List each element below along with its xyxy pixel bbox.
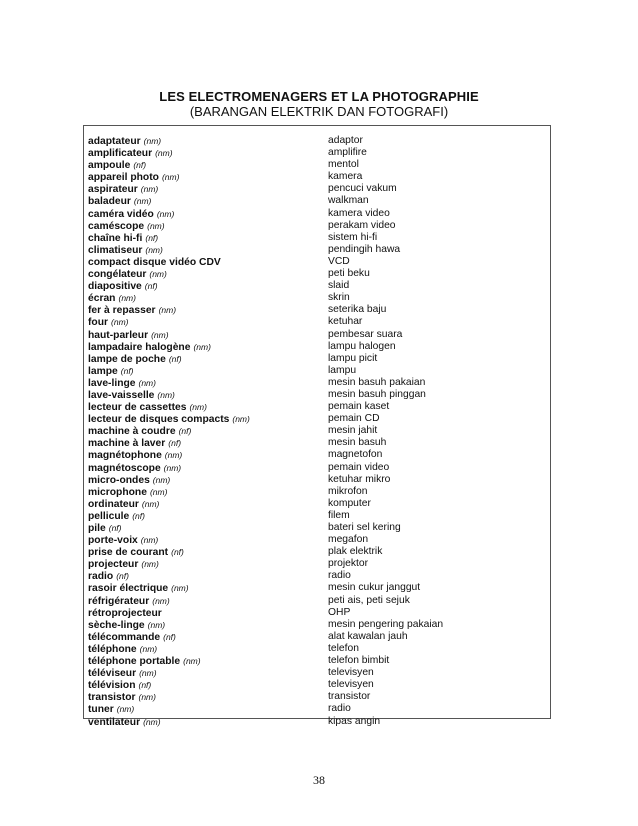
malay-translation: seterika baju	[328, 304, 387, 316]
table-row	[88, 474, 550, 486]
malay-translation: telefon	[328, 642, 359, 654]
malay-translation: projektor	[328, 558, 369, 570]
table-row	[88, 316, 550, 328]
malay-translation: pemain kaset	[328, 401, 390, 413]
table-row	[88, 413, 550, 425]
french-word: adaptateur	[88, 136, 141, 147]
malay-translation: OHP	[328, 606, 351, 618]
malay-translation: VCD	[328, 255, 350, 267]
page-number: 38	[313, 773, 325, 787]
french-word: radio	[88, 571, 114, 583]
table-row	[88, 643, 550, 655]
table-row	[88, 389, 550, 401]
french-word: caméra vidéo	[88, 208, 154, 220]
table-row	[88, 159, 550, 171]
grammar-tag: (nm)	[145, 244, 163, 255]
french-word: ventilateur	[88, 716, 141, 728]
table-row	[88, 558, 550, 570]
french-word: projecteur	[88, 559, 139, 571]
malay-translation: amplifire	[328, 147, 367, 159]
french-word: lampe de poche	[88, 353, 166, 365]
french-word: sèche-linge	[88, 619, 145, 631]
grammar-tag: (nm)	[193, 341, 211, 352]
french-word: télécommande	[88, 631, 161, 643]
page-title: LES ELECTROMENAGERS ET LA PHOTOGRAPHIE	[159, 89, 479, 104]
table-row	[88, 135, 550, 147]
malay-translation: adaptor	[328, 135, 363, 146]
french-word: pile	[88, 523, 106, 534]
table-row	[88, 377, 550, 389]
malay-translation: slaid	[328, 280, 350, 292]
table-row	[88, 449, 550, 461]
malay-translation: telefon bimbit	[328, 655, 390, 667]
malay-translation: pendingih hawa	[328, 243, 401, 255]
table-row	[88, 498, 550, 510]
table-row	[88, 716, 550, 728]
malay-translation: televisyen	[328, 679, 374, 691]
vocabulary-rows	[88, 135, 550, 728]
malay-translation: magnetofon	[328, 449, 383, 461]
grammar-tag: (nf)	[116, 571, 129, 582]
french-word: microphone	[88, 486, 147, 498]
french-term	[88, 716, 161, 729]
grammar-tag: (nf)	[133, 160, 147, 171]
french-word: chaîne hi-fi	[88, 232, 143, 244]
malay-translation: skrin	[328, 292, 350, 304]
malay-translation: mikrofon	[328, 485, 368, 497]
malay-translation: lampu halogen	[328, 340, 396, 352]
malay-translation: sistem hi-fi	[328, 231, 378, 243]
table-row	[88, 510, 550, 522]
grammar-tag: (nm)	[140, 535, 159, 546]
malay-translation: pencuci vakum	[328, 183, 397, 195]
french-word: micro-ondes	[88, 474, 150, 486]
table-row	[88, 280, 550, 292]
grammar-tag: (nm)	[138, 692, 156, 703]
malay-translation: plak elektrik	[328, 546, 383, 558]
french-word: tuner	[88, 704, 114, 716]
grammar-tag: (nf)	[120, 365, 134, 376]
table-row	[88, 304, 550, 316]
table-row	[88, 341, 550, 353]
french-word: téléphone portable	[88, 656, 181, 668]
table-row	[88, 425, 550, 437]
table-row	[88, 667, 550, 679]
table-row	[88, 244, 550, 256]
malay-translation: megafon	[328, 534, 369, 546]
table-row	[88, 691, 550, 703]
page-subtitle: (BARANGAN ELEKTRIK DAN FOTOGRAFI)	[189, 104, 449, 119]
grammar-tag: (nf)	[168, 353, 182, 364]
french-word: prise de courant	[88, 547, 169, 559]
malay-translation: alat kawalan jauh	[328, 630, 408, 642]
french-word: télévision	[88, 680, 136, 692]
malay-translation: mesin basuh pakaian	[328, 376, 426, 388]
malay-translation: mesin cukur janggut	[328, 582, 421, 594]
malay-translation: ketuhar mikro	[328, 473, 391, 485]
french-word: lampadaire halogène	[88, 341, 191, 353]
french-word: transistor	[88, 692, 136, 704]
grammar-tag: (nf)	[138, 680, 152, 691]
malay-translation: mesin basuh	[328, 437, 387, 449]
french-word: four	[88, 317, 109, 329]
grammar-tag: (nm)	[111, 317, 129, 328]
french-word: congélateur	[88, 269, 147, 281]
malay-translation: pemain CD	[328, 413, 380, 425]
malay-translation: walkman	[328, 195, 369, 207]
table-row	[88, 679, 550, 691]
table-row	[88, 486, 550, 498]
table-row	[88, 703, 550, 715]
french-word: lave-vaisselle	[88, 389, 155, 401]
french-word: magnétophone	[88, 450, 162, 462]
table-row	[88, 183, 550, 195]
french-word: ampoule	[88, 160, 131, 172]
french-word: rasoir électrique	[88, 583, 169, 595]
french-word: haut-parleur	[88, 329, 149, 341]
malay-translation: mentol	[328, 159, 359, 171]
grammar-tag: (nm)	[152, 595, 170, 606]
grammar-tag: (nm)	[163, 462, 182, 473]
table-row	[88, 631, 550, 643]
malay-translation: televisyen	[328, 667, 374, 679]
table-row	[88, 147, 550, 159]
table-row	[88, 329, 550, 341]
grammar-tag: (nm)	[138, 377, 156, 388]
table-row	[88, 268, 550, 280]
grammar-tag: (nm)	[171, 583, 189, 594]
table-row	[88, 595, 550, 607]
table-row	[88, 365, 550, 377]
malay-translation: mesin pengering pakaian	[328, 618, 444, 630]
grammar-tag: (nm)	[118, 293, 136, 304]
french-word: pellicule	[88, 510, 130, 522]
french-word: machine à laver	[88, 438, 166, 450]
grammar-tag: (nm)	[139, 643, 158, 654]
table-row	[88, 619, 550, 631]
malay-translation: radio	[328, 703, 351, 715]
table-row	[88, 256, 550, 268]
french-word: aspirateur	[88, 184, 138, 196]
french-word: porte-voix	[88, 535, 138, 547]
grammar-tag: (nm)	[141, 498, 160, 509]
grammar-tag: (nf)	[168, 438, 182, 449]
french-word: ordinateur	[88, 498, 139, 510]
french-word: machine à coudre	[88, 426, 176, 438]
grammar-tag: (nm)	[143, 716, 161, 727]
grammar-tag: (nm)	[141, 559, 159, 570]
table-row	[88, 655, 550, 667]
table-row	[88, 171, 550, 183]
grammar-tag: (nm)	[143, 136, 162, 146]
grammar-tag: (nf)	[132, 510, 145, 521]
table-row	[88, 546, 550, 558]
malay-translation: filem	[328, 509, 350, 521]
malay-translation: perakam video	[328, 219, 396, 231]
grammar-tag: (nm)	[155, 148, 173, 159]
french-word: rétroprojecteur	[88, 607, 162, 619]
table-row	[88, 462, 550, 474]
french-word: lecteur de cassettes	[88, 402, 187, 414]
grammar-tag: (nm)	[161, 172, 180, 183]
grammar-tag: (nm)	[149, 486, 168, 497]
grammar-tag: (nm)	[164, 450, 183, 461]
grammar-tag: (nm)	[149, 269, 167, 280]
table-row	[88, 292, 550, 304]
grammar-tag: (nm)	[157, 389, 175, 400]
french-word: fer à repasser	[88, 305, 156, 317]
table-row	[88, 220, 550, 232]
table-row	[88, 195, 550, 207]
table-row	[88, 232, 550, 244]
malay-translation: kamera video	[328, 207, 390, 219]
grammar-tag: (nm)	[139, 668, 157, 679]
grammar-tag: (nm)	[232, 414, 250, 425]
grammar-tag: (nm)	[140, 184, 159, 195]
french-word: téléviseur	[88, 668, 137, 680]
french-word: lave-linge	[88, 377, 136, 389]
french-word: compact disque vidéo CDV	[88, 256, 221, 268]
vocabulary-table	[83, 125, 551, 728]
french-word: caméscope	[88, 220, 145, 232]
grammar-tag: (nm)	[183, 656, 201, 667]
grammar-tag: (nm)	[116, 704, 135, 715]
malay-translation: mesin jahit	[328, 425, 378, 437]
malay-translation: pemain video	[328, 461, 390, 473]
malay-translation: peti ais, peti sejuk	[328, 594, 410, 606]
table-row	[88, 570, 550, 582]
grammar-tag: (nf)	[145, 232, 159, 243]
grammar-tag: (nm)	[189, 402, 207, 413]
french-word: écran	[88, 293, 116, 305]
malay-translation: kamera	[328, 171, 363, 183]
french-word: climatiseur	[88, 244, 143, 256]
french-word: téléphone	[88, 643, 137, 655]
malay-translation: kipas angin	[328, 715, 381, 727]
table-row	[88, 534, 550, 546]
table-row	[88, 582, 550, 594]
malay-translation: bateri sel kering	[328, 522, 401, 533]
malay-translation: lampu	[328, 364, 357, 376]
french-word: lampe	[88, 365, 118, 377]
grammar-tag: (nf)	[108, 523, 122, 533]
table-row	[88, 401, 550, 413]
french-word: appareil photo	[88, 172, 159, 184]
grammar-tag: (nm)	[151, 329, 169, 340]
french-word: diapositive	[88, 281, 142, 293]
grammar-tag: (nf)	[178, 426, 192, 437]
grammar-tag: (nf)	[163, 631, 176, 642]
grammar-tag: (nm)	[158, 305, 177, 316]
malay-translation: ketuhar	[328, 316, 363, 328]
french-word: baladeur	[88, 196, 131, 208]
french-word: amplificateur	[88, 148, 153, 160]
grammar-tag: (nm)	[152, 474, 171, 485]
french-word: lecteur de disques compacts	[88, 414, 230, 426]
grammar-tag: (nm)	[133, 196, 152, 207]
grammar-tag: (nm)	[147, 220, 165, 231]
french-word: réfrigérateur	[88, 595, 150, 607]
table-row	[88, 607, 550, 619]
malay-translation: lampu picit	[328, 352, 378, 364]
grammar-tag: (nm)	[147, 619, 166, 630]
malay-translation: komputer	[328, 497, 371, 509]
grammar-tag: (nf)	[144, 281, 158, 292]
malay-translation: peti beku	[328, 268, 370, 280]
grammar-tag: (nf)	[171, 547, 184, 558]
malay-translation: pembesar suara	[328, 328, 403, 340]
malay-translation: transistor	[328, 691, 371, 703]
table-row	[88, 353, 550, 365]
malay-translation: radio	[328, 570, 351, 582]
table-row	[88, 208, 550, 220]
french-word: magnétoscope	[88, 462, 161, 474]
malay-translation: mesin basuh pinggan	[328, 388, 426, 400]
grammar-tag: (nm)	[156, 208, 175, 219]
table-row	[88, 437, 550, 449]
table-row	[88, 522, 550, 534]
